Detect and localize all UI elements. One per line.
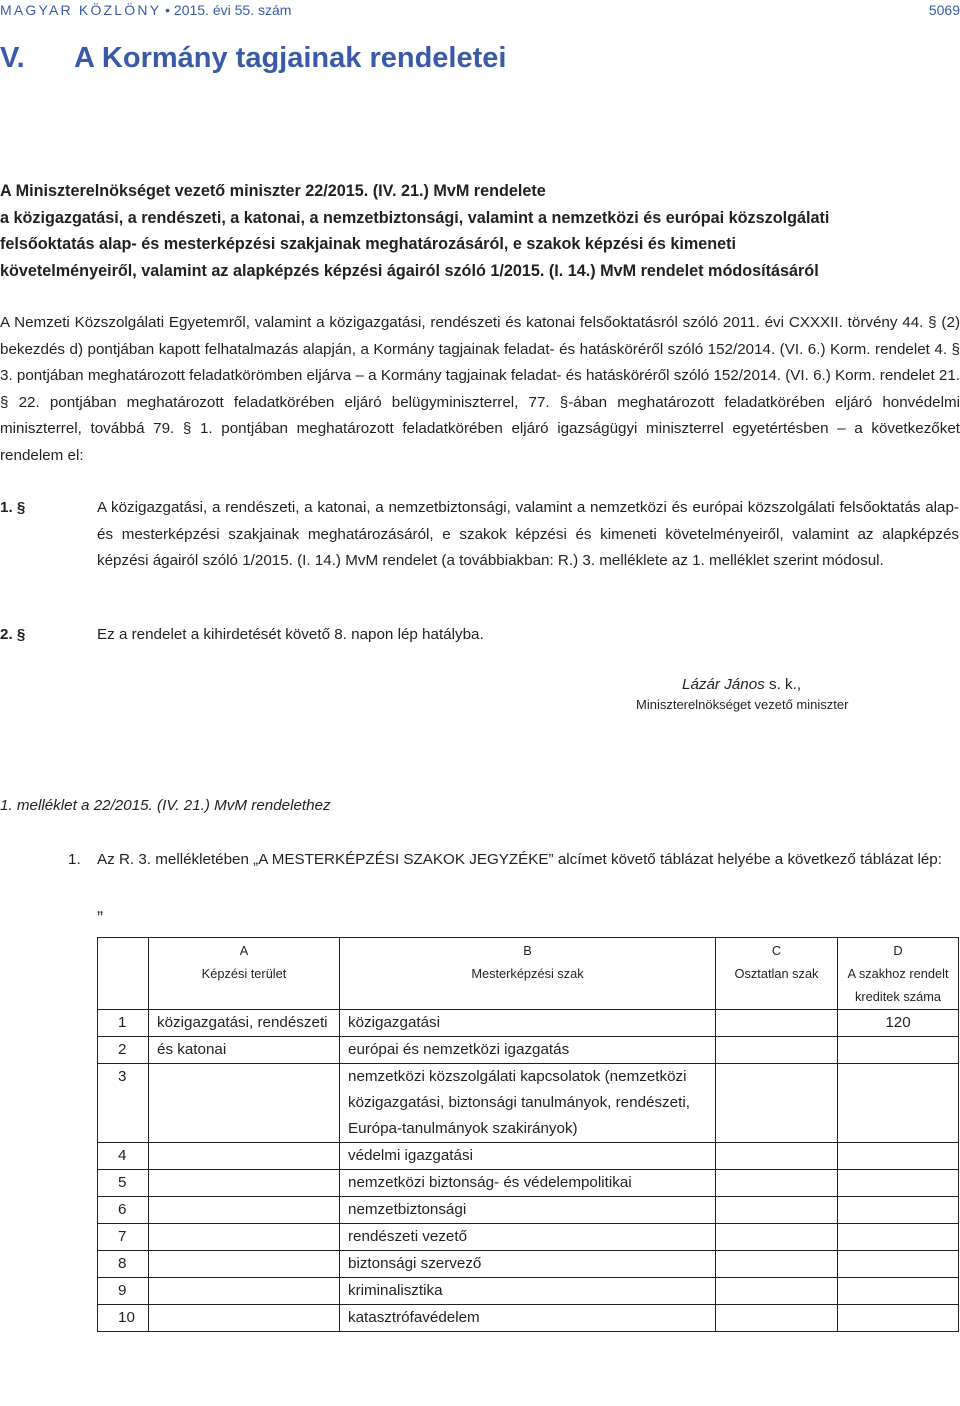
article-text: A közigazgatási, a rendészeti, a katonai, a nemzetbiztonsági, valamint a nemzetközi és európai közszolgálati felsőoktatás alap- és mesterképzési szakjainak meghatározásáról, e szakok képzési és kimeneti követelményeiről, valamint az alapképzés képzési ágairól szóló 1/2015. (I. 14.) MvM rendelet (a továbbiakban: R.) 3. melléklete az 1. melléklet szerint módosul. <box>97 499 959 570</box>
table-row <box>98 1197 959 1224</box>
column-letter: A <box>239 943 249 958</box>
article-text: Ez a rendelet a kihirdetését követő 8. napon lép hatályba. <box>97 626 484 643</box>
annex-title: 1. melléklet a 22/2015. (IV. 21.) MvM rendelethez <box>0 797 331 814</box>
table-row <box>98 1064 959 1143</box>
credits-cell <box>838 1170 959 1197</box>
column-header-b <box>340 938 716 1010</box>
regulation-title-line: A Miniszterelnökséget vezető miniszter 22/2015. (IV. 21.) MvM rendelete <box>0 182 546 200</box>
master-major-cell: nemzetbiztonsági <box>340 1197 716 1224</box>
article-number: 1. § <box>0 499 26 516</box>
row-number-cell: 1 <box>98 1010 149 1037</box>
preamble: A Nemzeti Közszolgálati Egyetemről, valamint a közigazgatási, rendészeti és katonai felsőoktatásról szóló 2011. évi CXXXII. törvény 44. § (2) bekezdés d) pontjában kapott felhatalmazás alapján, a Kormány tagjainak feladat- és hatásköréről szóló 152/2014. (VI. 6.) Korm. rendelet 4. § 3. pontjában meghatározott feladatkörömben eljárva – a Kormány tagjainak feladat- és hatásköréről szóló 152/2014. (VI. 6.) Korm. rendelet 21. § 22. pontjában meghatározott feladatkörében eljáró belügyminiszterrel, 77. §-ában meghatározott feladatkörében eljáró honvédelmi miniszterrel, továbbá 79. § 1. pontjában meghatározott feladatkörében eljáró igazságügyi miniszterrel egyetértésben – a következőket rendelem el: <box>0 314 960 464</box>
article-2 <box>0 622 960 649</box>
credits-cell <box>838 1305 959 1332</box>
table-row <box>98 1170 959 1197</box>
issue-info: • 2015. évi 55. szám <box>161 2 292 18</box>
table-header-row <box>98 938 959 1010</box>
regulation-title <box>0 178 960 284</box>
signatory-role: Miniszterelnökséget vezető miniszter <box>636 697 849 712</box>
journal-name: MAGYAR KÖZLÖNY <box>0 2 162 18</box>
table-row <box>98 1251 959 1278</box>
table-row <box>98 1278 959 1305</box>
annex-item <box>68 847 960 901</box>
regulation-title-line: követelményeiről, valamint az alapképzés képzési ágairól szóló 1/2015. (I. 14.) MvM rendelet módosításáról <box>0 261 819 280</box>
master-major-cell: védelmi igazgatási <box>340 1143 716 1170</box>
row-number-cell: 8 <box>98 1251 149 1278</box>
column-letter: B <box>523 943 532 958</box>
credits-cell <box>838 1037 959 1064</box>
master-major-cell: nemzetközi közszolgálati kapcsolatok (nemzetközi közigazgatási, biztonsági tanulmányok, rendészeti, Európa-tanulmányok szakirányok) <box>340 1064 716 1143</box>
column-label: Osztatlan szak <box>734 966 819 981</box>
credits-cell <box>838 1251 959 1278</box>
undivided-major-cell <box>716 1170 838 1197</box>
running-header <box>0 2 291 18</box>
annex-item-number: 1. <box>68 851 81 868</box>
master-major-cell: rendészeti vezető <box>340 1224 716 1251</box>
section-number: V. <box>0 42 25 74</box>
training-area-cell: közigazgatási, rendészeti <box>149 1010 340 1037</box>
master-major-cell: katasztrófavédelem <box>340 1305 716 1332</box>
majors-table <box>97 937 959 1332</box>
undivided-major-cell <box>716 1143 838 1170</box>
undivided-major-cell <box>716 1278 838 1305</box>
credits-cell: 120 <box>838 1010 959 1037</box>
column-label: Képzési terület <box>201 966 287 981</box>
row-number-cell: 7 <box>98 1224 149 1251</box>
section-title: A Kormány tagjainak rendeletei <box>74 42 507 74</box>
credits-cell <box>838 1278 959 1305</box>
row-number-cell: 10 <box>98 1305 149 1332</box>
undivided-major-cell <box>716 1224 838 1251</box>
table-row <box>98 1037 959 1064</box>
column-letter: D <box>893 943 903 958</box>
row-number-cell: 2 <box>98 1037 149 1064</box>
training-area-cell: és katonai <box>149 1037 340 1064</box>
master-major-cell: nemzetközi biztonság- és védelempolitikai <box>340 1170 716 1197</box>
column-header-d <box>838 938 959 1010</box>
master-major-cell: kriminalisztika <box>340 1278 716 1305</box>
column-letter: C <box>771 943 782 958</box>
row-number-cell: 4 <box>98 1143 149 1170</box>
undivided-major-cell <box>716 1064 838 1143</box>
opening-quote: „ <box>97 897 103 917</box>
table-row <box>98 1224 959 1251</box>
column-header-a <box>149 938 340 1010</box>
regulation-title-line: felsőoktatás alap- és mesterképzési szakjainak meghatározásáról, e szakok képzési és kimeneti <box>0 235 737 253</box>
signatory-name: Lázár János <box>682 676 765 693</box>
regulation-title-line: a közigazgatási, a rendészeti, a katonai, a nemzetbiztonsági, valamint a nemzetközi és európai közszolgálati <box>0 208 830 227</box>
row-number-cell: 6 <box>98 1197 149 1224</box>
column-header-c <box>716 938 838 1010</box>
training-area-cell <box>149 1251 340 1278</box>
table-row <box>98 1010 959 1037</box>
training-area-cell <box>149 1224 340 1251</box>
page-number: 5069 <box>928 2 960 18</box>
column-label: Mesterképzési szak <box>471 966 584 981</box>
table-row <box>98 1305 959 1332</box>
master-major-cell: közigazgatási <box>340 1010 716 1037</box>
row-number-cell: 3 <box>98 1064 149 1143</box>
undivided-major-cell <box>716 1010 838 1037</box>
credits-cell <box>838 1143 959 1170</box>
training-area-cell <box>149 1064 340 1143</box>
master-major-cell: európai és nemzetközi igazgatás <box>340 1037 716 1064</box>
undivided-major-cell <box>716 1197 838 1224</box>
credits-cell <box>838 1064 959 1143</box>
credits-cell <box>838 1197 959 1224</box>
undivided-major-cell <box>716 1037 838 1064</box>
credits-cell <box>838 1224 959 1251</box>
training-area-cell <box>149 1170 340 1197</box>
article-1 <box>0 495 960 602</box>
table-row <box>98 1143 959 1170</box>
annex-item-text: Az R. 3. mellékletében „A MESTERKÉPZÉSI SZAKOK JEGYZÉKE” alcímet követő táblázat helyébe a következő táblázat lép: <box>97 851 942 868</box>
header-empty-cell <box>98 938 149 1010</box>
article-number: 2. § <box>0 626 26 643</box>
undivided-major-cell <box>716 1251 838 1278</box>
training-area-cell <box>149 1278 340 1305</box>
row-number-cell: 5 <box>98 1170 149 1197</box>
training-area-cell <box>149 1143 340 1170</box>
master-major-cell: biztonsági szervező <box>340 1251 716 1278</box>
training-area-cell <box>149 1197 340 1224</box>
signatory <box>682 676 801 693</box>
training-area-cell <box>149 1305 340 1332</box>
row-number-cell: 9 <box>98 1278 149 1305</box>
signatory-suffix: s. k., <box>764 676 802 693</box>
undivided-major-cell <box>716 1305 838 1332</box>
column-label: A szakhoz rendelt kreditek száma <box>847 966 949 1004</box>
section-heading <box>0 42 506 75</box>
